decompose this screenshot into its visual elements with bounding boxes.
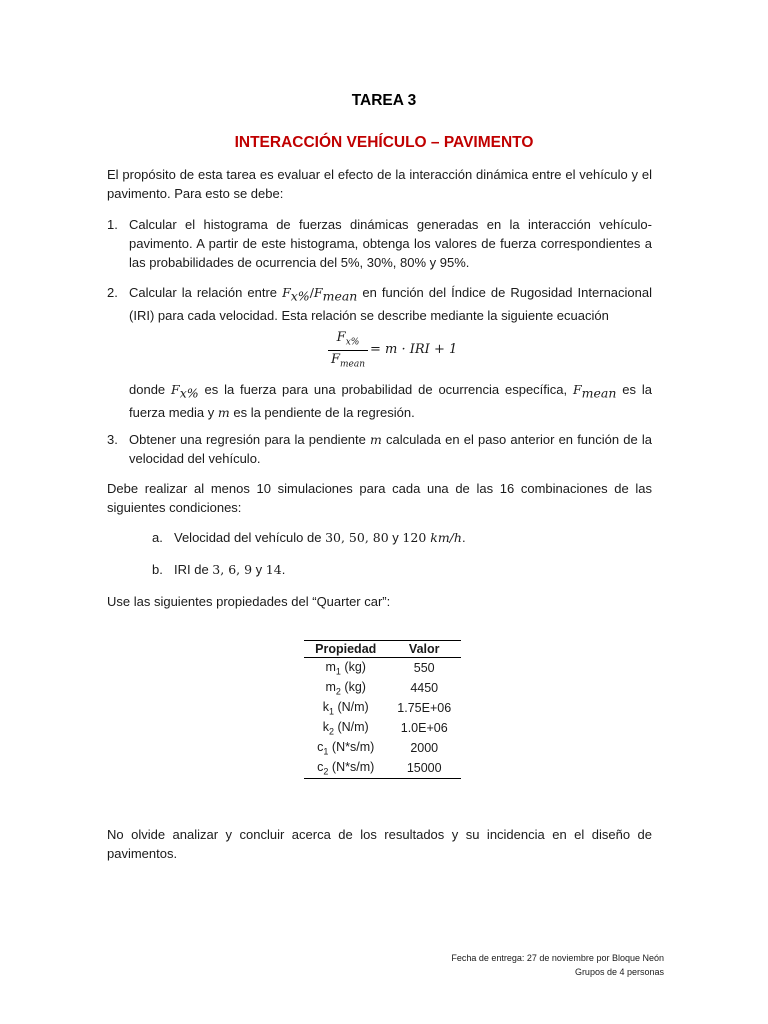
page-title: TAREA 3	[351, 92, 417, 109]
condition-b: b. IRI de 3, 6, 9 y 14.	[152, 562, 286, 577]
property-cell: $k_2$ (N/m)	[322, 719, 369, 737]
closing-paragraph: No olvide analizar y concluir acerca de los resultados y su incidencia en el diseño de pavimentos.	[107, 827, 652, 861]
list-number: 3.	[107, 432, 118, 447]
equation-rhs: = m · IRI + 1	[370, 342, 458, 357]
list-item-text: Obtener una regresión para la pendiente m calculada en el paso anterior en función de la velocidad del vehículo.	[129, 432, 652, 466]
list-item-text: Calcular la relación entre $F_{x\%}/F_{mean}$ en función del Índice de Rugosidad Internacional (IRI) para cada velocidad. Esta relación se describe mediante la siguiente ecuación	[129, 285, 652, 323]
value-cell: 1.0E+06	[400, 721, 448, 735]
ratio-equation	[328, 330, 458, 372]
intro-paragraph: El propósito de esta tarea es evaluar el efecto de la interacción dinámica entre el vehículo y el pavimento. Para esto se debe:	[107, 167, 652, 201]
equation-fraction: $F_{x\%}$ $F_{mean}$	[328, 330, 368, 369]
table-header-row	[304, 641, 461, 658]
property-cell: $k_1$ (N/m)	[322, 699, 369, 717]
table-row	[304, 738, 461, 758]
property-cell: $c_2$ (N*s/m)	[304, 758, 387, 779]
condition-a: a. Velocidad del vehículo de 30, 50, 80 y 120 km/h.	[152, 530, 466, 545]
list-item-1	[107, 215, 652, 272]
value-cell: 2000	[410, 741, 439, 755]
simulations-paragraph: Debe realizar al menos 10 simulaciones para cada una de las 16 combinaciones de las siguientes condiciones:	[107, 481, 652, 515]
footer-note	[451, 951, 664, 979]
property-cell: $c_1$ (N*s/m)	[317, 739, 375, 757]
value-cell: 15000	[387, 758, 461, 779]
column-header: Valor	[387, 641, 461, 658]
list-item-3	[107, 430, 652, 468]
definitions-paragraph: donde $F_{x\%}$ es la fuerza para una probabilidad de ocurrencia específica, $F_{mean}$ es la fuerza media y m es la pendiente de la regresión.	[129, 382, 652, 420]
table-row	[304, 758, 461, 779]
list-number: 1.	[107, 217, 118, 232]
table-row	[304, 678, 461, 698]
page-subtitle: INTERACCIÓN VEHÍCULO – PAVIMENTO	[234, 134, 534, 151]
list-item-text: Calcular el histograma de fuerzas dinámicas generadas en la interacción vehículo-pavimento. A partir de este histograma, obtenga los valores de fuerza correspondientes a las probabilidades de ocurrencia del 5%, 30%, 80% y 95%.	[129, 217, 652, 270]
table-row	[304, 698, 461, 718]
table-row	[304, 658, 461, 679]
list-number: 2.	[107, 285, 118, 300]
properties-table	[304, 640, 461, 779]
property-cell: $m_2$ (kg)	[325, 679, 366, 697]
column-header: Propiedad	[304, 641, 387, 658]
value-cell: 4450	[410, 681, 439, 695]
value-cell: 1.75E+06	[397, 701, 452, 715]
due-date: Fecha de entrega: 27 de noviembre por Bloque Neón	[451, 953, 664, 963]
value-cell: 550	[413, 661, 435, 675]
group-size: Grupos de 4 personas	[574, 967, 664, 977]
list-item-2	[107, 283, 652, 325]
table-row	[304, 718, 461, 738]
quarter-car-paragraph: Use las siguientes propiedades del “Quarter car”:	[107, 594, 391, 609]
property-cell: $m_1$ (kg)	[325, 659, 366, 677]
